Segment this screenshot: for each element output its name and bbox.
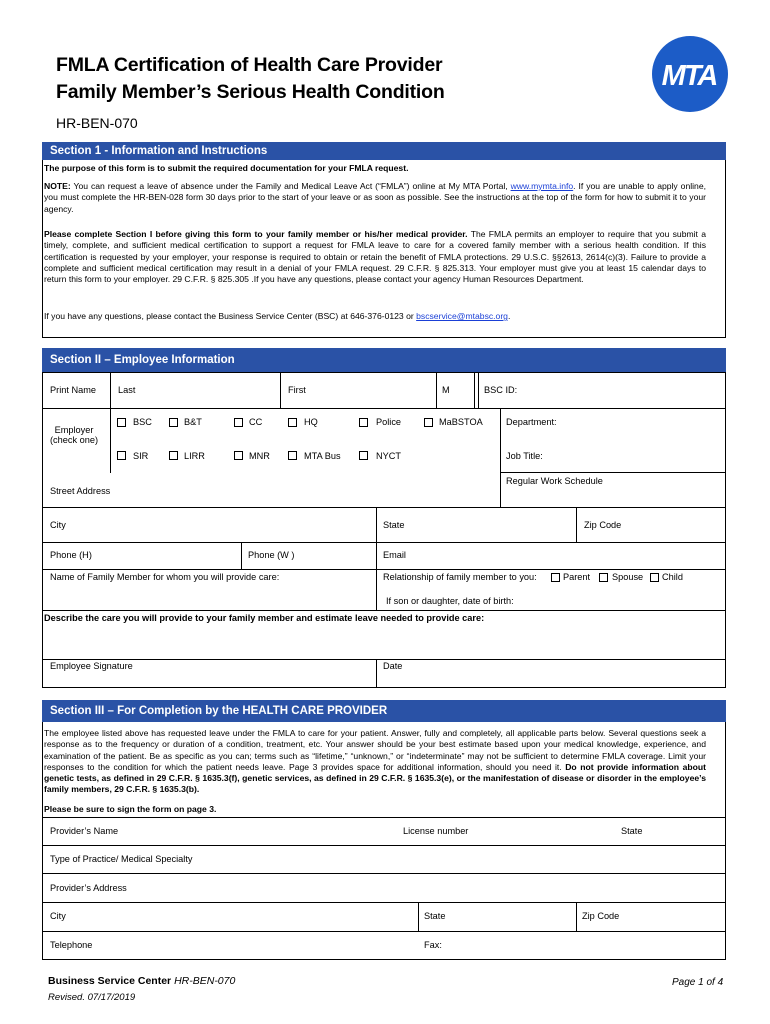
describe-care-field[interactable]: Describe the care you will provide to your family member and estimate leave needed to provide care: — [44, 613, 485, 623]
employer-sir-label: SIR — [133, 451, 149, 461]
questions-text: If you have any questions, please contact the Business Service Center (BSC) at 646-376-0123 or — [44, 311, 417, 321]
section1-instructions — [44, 229, 706, 285]
employer-bt-label: B&T — [184, 417, 202, 427]
bsc-email-link[interactable]: bscservice@mtabsc.org — [416, 311, 508, 321]
employer-label — [50, 425, 98, 445]
footer-revised: Revised. 07/17/2019 — [48, 992, 136, 1003]
zip-code-field[interactable]: Zip Code — [584, 520, 622, 530]
checkbox-hq[interactable] — [288, 418, 297, 427]
checkbox-sir[interactable] — [117, 451, 126, 460]
questions-end: . — [507, 311, 511, 321]
checkbox-mabstoa[interactable] — [424, 418, 433, 427]
employer-label-line1: Employer — [54, 425, 94, 435]
phone-work-field[interactable]: Phone (W ) — [248, 550, 295, 560]
license-number-field[interactable]: License number — [403, 826, 469, 836]
section3-instructions — [44, 728, 706, 796]
city-field[interactable]: City — [50, 520, 66, 530]
employer-mabstoa-label: MaBSTOA — [439, 417, 483, 427]
state-field[interactable]: State — [383, 520, 405, 530]
section2-title: Section II – Employee Information — [42, 348, 726, 372]
signature-date-field[interactable]: Date — [383, 661, 403, 671]
checkbox-nyct[interactable] — [359, 451, 368, 460]
footer-bsc-text: Business Service Center — [48, 975, 175, 987]
section2-box — [42, 348, 726, 688]
type-of-practice-field[interactable]: Type of Practice/ Medical Specialty — [50, 854, 193, 864]
checkbox-mnr[interactable] — [234, 451, 243, 460]
print-name-label: Print Name — [50, 385, 96, 395]
section1-purpose: The purpose of this form is to submit the required documentation for your FMLA request. — [44, 163, 409, 173]
checkbox-mta-bus[interactable] — [288, 451, 297, 460]
employee-signature-field[interactable]: Employee Signature — [50, 661, 133, 671]
section3-para-text: The employee listed above has requested leave under the FMLA to care for your patient. Answer, fully and completely, all applicable parts below. Several questions seek a response as to the frequency or duration of a condition, treatment, etc. Your answer should be your best estimate based upon your medical knowledge, experience, and examination of the patient. Be as specific as you can; terms such as “lifetime,” “unknown,” or “indeterminate” may not be sufficient to determine FMLA coverage. Limit your responses to the condition for which the patient needs leave. Page 3 provides space for additional information, should you need it. — [44, 728, 706, 772]
form-title-line1: FMLA Certification of Health Care Provider — [56, 54, 443, 76]
email-field[interactable]: Email — [383, 550, 406, 560]
department-field[interactable]: Department: — [506, 417, 557, 427]
mymta-link[interactable]: www.mymta.info — [510, 181, 574, 191]
employer-hq-label: HQ — [304, 417, 318, 427]
note-text-a: You can request a leave of absence under the Family and Medical Leave Act (“FMLA”) online at My MTA Portal, — [70, 181, 511, 191]
provider-state-field[interactable]: State — [621, 826, 643, 836]
employer-mta-bus-label: MTA Bus — [304, 451, 341, 461]
checkbox-cc[interactable] — [234, 418, 243, 427]
provider-state2-field[interactable]: State — [424, 911, 446, 921]
employer-label-line2: (check one) — [50, 435, 99, 445]
section3-para-bold: Do not provide information about genetic tests, as defined in 29 C.F.R. § 1635.3(f), genetic services, as defined in 29 C.F.R. § 1635.3(e), or the manifestation of disease or disorder in the employee’s family members, 29 C.F.R. § 1635.3(b). — [44, 761, 706, 795]
providers-address-field[interactable]: Provider’s Address — [50, 883, 127, 893]
note-label: NOTE: — [44, 181, 71, 191]
checkbox-parent[interactable] — [551, 573, 560, 582]
street-address-field[interactable]: Street Address — [50, 486, 111, 496]
employer-mnr-label: MNR — [249, 451, 270, 461]
section1-title: Section 1 - Information and Instructions — [42, 142, 726, 160]
spouse-label: Spouse — [612, 572, 644, 582]
bsc-id-field[interactable]: BSC ID: — [484, 385, 518, 395]
checkbox-lirr[interactable] — [169, 451, 178, 460]
provider-city-field[interactable]: City — [50, 911, 66, 921]
section3-title: Section III – For Completion by the HEALTH CARE PROVIDER — [42, 700, 726, 722]
footer-bsc — [48, 975, 235, 987]
footer-form-code: HR-BEN-070 — [174, 975, 236, 987]
checkbox-bsc[interactable] — [117, 418, 126, 427]
employer-nyct-label: NYCT — [376, 451, 402, 461]
svg-text:MTA: MTA — [661, 60, 717, 92]
fax-field[interactable]: Fax: — [424, 940, 442, 950]
page-number: Page 1 of 4 — [672, 977, 724, 988]
sign-note: Please be sure to sign the form on page 3. — [44, 804, 217, 814]
last-name-field[interactable]: Last — [118, 385, 136, 395]
family-member-name-field[interactable]: Name of Family Member for whom you will provide care: — [50, 572, 280, 582]
providers-name-field[interactable]: Provider’s Name — [50, 826, 119, 836]
middle-initial-field[interactable]: M — [442, 385, 450, 395]
section1-note — [44, 181, 706, 215]
employer-cc-label: CC — [249, 417, 263, 427]
regular-work-schedule-field[interactable]: Regular Work Schedule — [506, 476, 603, 486]
form-title-line2: Family Member’s Serious Health Condition — [56, 81, 445, 103]
employer-bsc-label: BSC — [133, 417, 152, 427]
checkbox-child[interactable] — [650, 573, 659, 582]
son-daughter-dob-field[interactable]: If son or daughter, date of birth: — [386, 596, 514, 606]
form-title — [56, 52, 445, 106]
mta-logo — [652, 36, 728, 112]
phone-home-field[interactable]: Phone (H) — [50, 550, 92, 560]
checkbox-spouse[interactable] — [599, 573, 608, 582]
checkbox-police[interactable] — [359, 418, 368, 427]
checkbox-bt[interactable] — [169, 418, 178, 427]
provider-zip-field[interactable]: Zip Code — [582, 911, 620, 921]
please-text: The FMLA permits an employer to require that you submit a timely, complete, and sufficient medical certification to support a request for FMLA leave to care for a covered family member with a serious health condition. If this certification is requested by your employer, your response is required to obtain or retain the benefit of FMLA protections. 29 U.S.C. §§2613, 2614(c)(3). Failure to provide a complete and sufficient medical certification may result in a denial of your FMLA request. 29 C.F.R. § 825.313. Your employer must give you at least 15 calendar days to return this form to your employer. 29 C.F.R. § 825.305 .If you have any questions, please contact your agency Human Resources Department. — [44, 229, 706, 285]
employer-lirr-label: LIRR — [184, 451, 205, 461]
telephone-field[interactable]: Telephone — [50, 940, 93, 950]
form-code: HR-BEN-070 — [56, 115, 138, 131]
first-name-field[interactable]: First — [288, 385, 306, 395]
job-title-field[interactable]: Job Title: — [506, 451, 543, 461]
parent-label: Parent — [563, 572, 591, 582]
employer-police-label: Police — [376, 417, 402, 427]
note-text-b: . If you are unable to apply online, you must complete the HR-BEN-028 form 30 days prior to the start of your leave or as soon as possible. See the instructions at the top of the form for how to submit it to your agency. — [44, 181, 706, 214]
relationship-label: Relationship of family member to you: — [383, 572, 537, 582]
child-label: Child — [662, 572, 683, 582]
please-bold: Please complete Section I before giving this form to your family member or his/her medical provider. — [44, 229, 468, 239]
section1-questions — [44, 311, 706, 322]
